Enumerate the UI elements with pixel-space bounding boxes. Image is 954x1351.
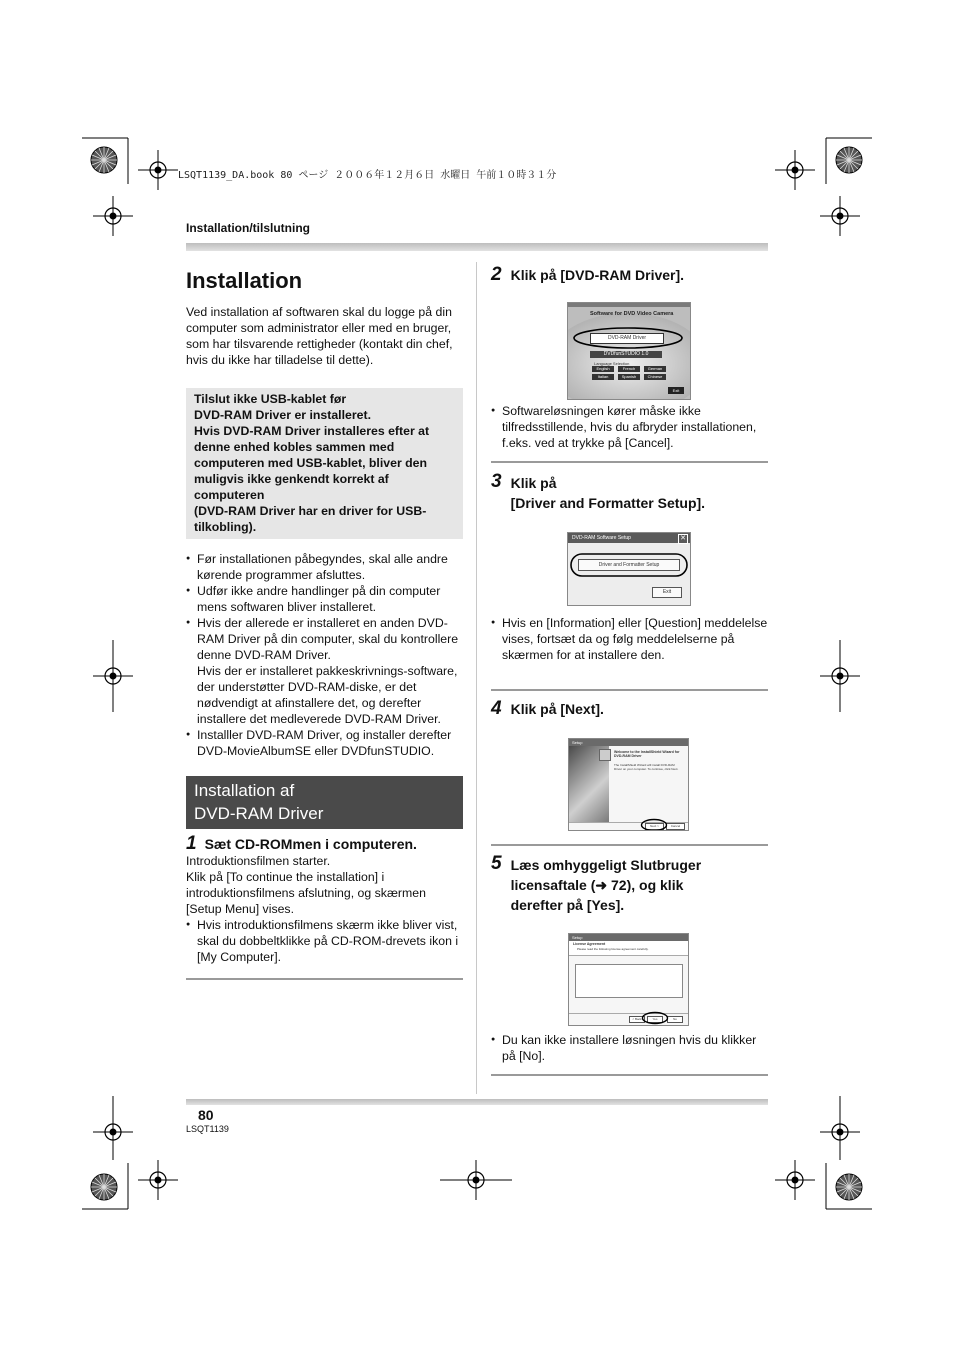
highlight-ellipse — [640, 818, 668, 831]
step-number: 3 — [491, 471, 502, 492]
warning-line: DVD-RAM Driver er installeret. — [194, 408, 371, 422]
page-number: 80 — [198, 1107, 214, 1123]
section-label: Installation/tilslutning — [186, 221, 310, 235]
step-title: Klik på [Next]. — [510, 701, 604, 717]
column-divider — [476, 262, 477, 1094]
document-code: LSQT1139 — [186, 1124, 229, 1134]
highlight-ellipse — [570, 553, 688, 577]
list-item: ● Installler DVD-RAM Driver, og installer derefter DVD-MovieAlbumSE eller DVDfunSTUDIO. — [186, 727, 464, 759]
dvd-ram-driver-button[interactable]: DVD-RAM Driver — [590, 333, 664, 344]
step-number: 2 — [491, 264, 502, 285]
step-3-heading — [491, 471, 705, 513]
subsection-header: Installation af DVD-RAM Driver — [186, 776, 463, 829]
warning-line: Hvis DVD-RAM Driver installeres efter at — [194, 424, 430, 438]
screen-banner: Software for DVD Video Camera — [590, 311, 674, 317]
no-button[interactable]: No — [667, 1016, 683, 1023]
list-item: ● Hvis der allerede er installeret en anden DVD-RAM Driver på din computer, skal du kontrollere denne DVD-RAM Driver. Hvis der er installeret pakkeskrivnings-software, der understøtter DVD-RAM-diske, er det nødvendigt at afinstallere det, og derefter installere det medleverede DVD-RAM Driver. — [186, 615, 464, 727]
window-titlebar: Setup — [569, 739, 688, 746]
star-target-mark-tl — [91, 147, 117, 173]
warning-line: Tilslut ikke USB-kablet før — [194, 392, 347, 406]
yes-button[interactable]: Yes — [647, 1016, 663, 1023]
list-item: ● Før installationen påbegyndes, skal alle andre kørende programmer afsluttes. — [186, 551, 464, 583]
warning-line: muligvis ikke genkendt korrekt af — [194, 472, 389, 486]
language-label: Language Selection — [594, 361, 630, 366]
lang-button[interactable]: Spanish — [618, 374, 640, 380]
lang-button[interactable]: English — [592, 366, 614, 372]
list-item: ● Hvis introduktionsfilmens skærm ikke bliver vist, skal du dobbeltklikke på CD-ROM-drevets ikon i [My Computer]. — [186, 917, 464, 965]
intro-paragraph: Ved installation af softwaren skal du logge på din computer som administrator eller med en bruger, som har tilsvarende rettigheder (kontakt din chef, hvis du ikke har tilladelse til dette). — [186, 305, 453, 367]
step-text: Introduktionsfilmen starter. — [186, 854, 331, 868]
step-title: Sæt CD-ROMmen i computeren. — [204, 836, 417, 852]
top-rule — [186, 243, 768, 251]
warning-line: computeren — [194, 488, 265, 502]
print-job-header: LSQT1139_DA.book 80 ページ ２００６年１２月６日 水曜日 午前１０時３１分 — [178, 170, 557, 181]
divider — [491, 461, 768, 463]
bottom-rule — [186, 1099, 768, 1105]
license-subtitle: Please read the following license agreement carefully. — [577, 947, 649, 951]
lang-button[interactable]: Chinese — [644, 374, 666, 380]
divider — [491, 689, 768, 691]
warning-line: (DVD-RAM Driver har en driver for USB- — [194, 504, 427, 518]
lang-button[interactable]: Italian — [592, 374, 614, 380]
step-1 — [186, 833, 464, 965]
warning-line: denne enhed kobles sammen med — [194, 440, 395, 454]
step-title: [Driver and Formatter Setup]. — [510, 495, 706, 511]
license-heading: License Agreement — [573, 942, 606, 946]
step-4-heading — [491, 698, 604, 720]
warning-line: computeren med USB-kablet, bliver den — [194, 456, 428, 470]
list-item: ● Hvis en [Information] eller [Question] meddelelse vises, fortsæt da og følg meddelelserne på skærmen for at installere den. — [491, 615, 769, 663]
cancel-button[interactable]: Cancel — [666, 823, 685, 830]
step-number: 4 — [491, 698, 502, 719]
exit-button[interactable]: Exit — [668, 387, 684, 394]
installshield-welcome-screenshot — [568, 738, 689, 831]
exit-button[interactable]: Exit — [652, 587, 682, 598]
setup-menu-screenshot — [567, 302, 691, 400]
close-icon[interactable]: ✕ — [678, 534, 688, 544]
list-item: ● Softwareløsningen kører måske ikke tilfredsstillende, hvis du afbryder installationen, f.eks. ved at trykke på [Cancel]. — [491, 403, 769, 451]
warning-box — [186, 388, 463, 539]
license-agreement-screenshot — [568, 933, 689, 1026]
welcome-heading: Welcome to the InstallShield Wizard for DVD-RAM Driver — [614, 750, 680, 758]
divider — [491, 844, 768, 846]
step-number: 5 — [491, 853, 502, 874]
warning-line: tilkobling). — [194, 520, 257, 534]
step-number: 1 — [186, 833, 197, 854]
lang-button[interactable]: German — [644, 366, 666, 372]
step-text: Klik på [To continue the installation] i introduktionsfilmens afslutning, og skærmen [Setup Menu] vises. — [186, 870, 426, 916]
step-title: licensaftale (➜ 72), og klik — [510, 877, 684, 893]
list-item: ● Udfør ikke andre handlinger på din computer mens softwaren bliver installeret. — [186, 583, 464, 615]
lang-button[interactable]: French — [618, 366, 640, 372]
license-text-area[interactable] — [575, 964, 683, 998]
step-title: Klik på [DVD-RAM Driver]. — [510, 267, 685, 283]
list-item-extra: Hvis der er installeret pakkeskrivnings-software, der understøtter DVD-RAM-diske, er det nødvendigt at afinstallere det, og derefter installere det medleverede DVD-RAM Driver. — [197, 664, 458, 726]
list-item: ● Du kan ikke installere løsningen hvis du klikker på [No]. — [491, 1032, 769, 1064]
step-title: Klik på — [510, 475, 557, 491]
back-button[interactable]: < Back — [629, 1016, 645, 1023]
step-title: derefter på [Yes]. — [510, 897, 625, 913]
step-title: Læs omhyggeligt Slutbruger — [510, 857, 702, 873]
step-2-heading — [491, 264, 684, 286]
welcome-text: The InstallShield Wizard will install DVD-RAM Driver on your computer. To continue, click Next. — [614, 763, 679, 771]
button-bar-divider — [569, 1013, 688, 1014]
highlight-ellipse — [572, 327, 684, 349]
installer-icon — [599, 749, 611, 761]
divider — [491, 1074, 768, 1076]
software-setup-screenshot — [567, 532, 691, 606]
window-titlebar: DVD-RAM Software Setup — [568, 533, 690, 543]
dvdfunstudio-button[interactable]: DVDfunSTUDIO 1.0 — [590, 351, 662, 358]
page-title: Installation — [186, 268, 303, 293]
window-titlebar: Setup — [569, 934, 688, 941]
highlight-ellipse — [641, 1011, 669, 1025]
star-target-mark-br — [836, 1174, 862, 1200]
divider — [186, 978, 463, 980]
next-button[interactable]: Next > — [645, 823, 664, 830]
precaution-list — [186, 551, 464, 759]
step-5-heading — [491, 853, 701, 915]
star-target-mark-tr — [836, 147, 862, 173]
driver-formatter-setup-button[interactable]: Driver and Formatter Setup — [578, 559, 680, 571]
star-target-mark-bl — [91, 1174, 117, 1200]
